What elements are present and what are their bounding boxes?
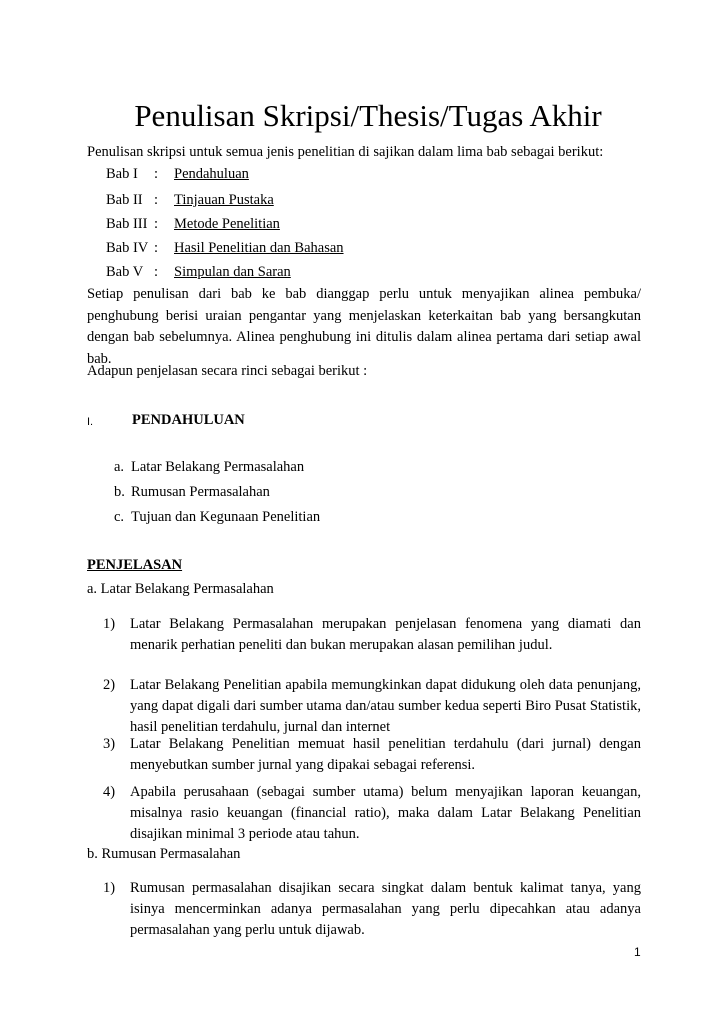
bab-title: Tinjauan Pustaka	[174, 192, 274, 208]
intro-text: Penulisan skripsi untuk semua jenis penelitian di sajikan dalam lima bab sebagai berikut:	[87, 144, 604, 160]
detail-intro: Adapun penjelasan secara rinci sebagai berikut :	[87, 363, 368, 379]
bab-colon: :	[154, 166, 159, 182]
item-number: 4)	[103, 784, 116, 800]
bab-code: Bab IV	[106, 240, 149, 256]
bab-title: Simpulan dan Saran	[174, 264, 291, 280]
section-title: PENDAHULUAN	[132, 412, 245, 428]
bab-code: Bab II	[106, 192, 143, 208]
outline-label: Tujuan dan Kegunaan Penelitian	[131, 509, 321, 525]
outline-marker: a.	[114, 459, 125, 475]
item-text: Latar Belakang Penelitian memuat hasil penelitian terdahulu (dari jurnal) dengan menyebutkan sumber jurnal yang dipakai sebagai referensi.	[130, 736, 641, 773]
bab-colon: :	[154, 264, 159, 280]
bab-colon: :	[154, 192, 159, 208]
bab-colon: :	[154, 240, 159, 256]
outline-marker: b.	[114, 484, 125, 500]
item-text: Rumusan permasalahan disajikan secara singkat dalam bentuk kalimat tanya, yang isinya mencerminkan adanya permasalahan yang perlu dipecahkan atau adanya permasalahan yang perlu untuk dijawab.	[130, 880, 641, 938]
item-text: Apabila perusahaan (sebagai sumber utama) belum menyajikan laporan keuangan, misalnya rasio keuangan (financial ratio), maka dalam Latar Belakang Penelitian disajikan minimal 3 periode atau tahun.	[130, 784, 641, 842]
penjelasan-heading: PENJELASAN	[87, 557, 183, 573]
item-number: 3)	[103, 736, 116, 752]
bab-code: Bab I	[106, 166, 138, 182]
outline-label: Rumusan Permasalahan	[131, 484, 270, 500]
sub-heading-a: a. Latar Belakang Permasalahan	[87, 581, 274, 597]
item-number: 1)	[103, 880, 116, 896]
bab-code: Bab V	[106, 264, 144, 280]
bab-title: Metode Penelitian	[174, 216, 280, 232]
bab-colon: :	[154, 216, 159, 232]
item-number: 1)	[103, 616, 116, 632]
section-number	[87, 410, 93, 433]
roman-numeral: I.	[87, 416, 94, 428]
document-title: Penulisan Skripsi/Thesis/Tugas Akhir	[134, 98, 602, 133]
intro-paragraph: Setiap penulisan dari bab ke bab dianggap perlu untuk menyajikan alinea pembuka/ penghubung berisi uraian pengantar yang menjelaskan keterkaitan bab yang bersangkutan dengan bab sebelumnya. Alinea penghubung ini ditulis dalam alinea pertama dari setiap awal bab.	[87, 286, 641, 367]
item-text: Latar Belakang Permasalahan merupakan penjelasan fenomena yang diamati dan menarik perhatian peneliti dan bukan merupakan alasan pemilihan judul.	[130, 616, 641, 653]
bab-title: Pendahuluan	[174, 166, 249, 182]
item-text: Latar Belakang Penelitian apabila memungkinkan dapat didukung oleh data penunjang, yang dapat digali dari sumber utama dan/atau sumber kedua seperti Biro Pusat Statistik, hasil penelitian terdahulu, jurnal dan internet	[130, 677, 641, 735]
bab-code: Bab III	[106, 216, 148, 232]
outline-marker: c.	[114, 509, 125, 525]
bab-title: Hasil Penelitian dan Bahasan	[174, 240, 344, 256]
sub-heading-b: b. Rumusan Permasalahan	[87, 846, 241, 862]
item-number: 2)	[103, 677, 116, 693]
page-number: 1	[634, 945, 641, 959]
outline-label: Latar Belakang Permasalahan	[131, 459, 305, 475]
